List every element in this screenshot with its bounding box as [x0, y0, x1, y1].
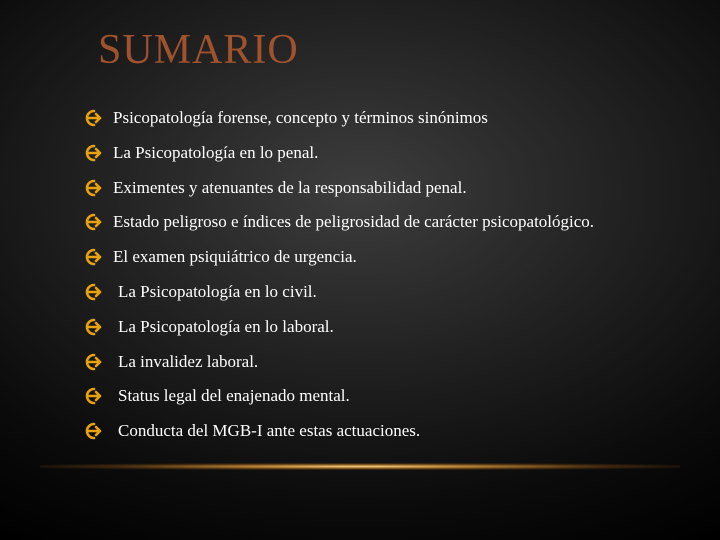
list-item-label: Estado peligroso e índices de peligrosidad de carácter psicopatológico.: [113, 212, 595, 232]
list-item: [84, 384, 350, 408]
list-item-label: El examen psiquiátrico de urgencia.: [113, 247, 357, 267]
list-item: [84, 245, 357, 269]
circled-arrow-right-icon: [84, 247, 104, 267]
list-item-label: La invalidez laboral.: [118, 351, 259, 371]
circled-arrow-right-icon: [84, 143, 104, 163]
circled-arrow-right-icon: [84, 317, 104, 337]
glow-divider: [40, 463, 680, 470]
list-item-label: Status legal del enajenado mental.: [118, 386, 350, 406]
circled-arrow-right-icon: [84, 178, 104, 198]
list-item: [84, 210, 594, 234]
list-item-label: Psicopatología forense, concepto y términos sinónimos: [113, 108, 488, 127]
list-item-label: Conducta del MGB-I ante estas actuaciones.: [118, 421, 421, 441]
circled-arrow-right-icon: [84, 212, 104, 232]
circled-arrow-right-icon: [84, 386, 104, 406]
circled-arrow-right-icon: [84, 352, 104, 372]
circled-arrow-right-icon: [84, 108, 104, 128]
list-item: [84, 176, 467, 200]
list-item-label: La Psicopatología en lo laboral.: [118, 316, 334, 336]
list-item: [84, 350, 258, 374]
circled-arrow-right-icon: [84, 421, 104, 441]
list-item: [84, 141, 318, 165]
list-item: [84, 106, 488, 130]
slide-title: SUMARIO: [98, 27, 299, 73]
list-item-label: La Psicopatología en lo penal.: [113, 142, 319, 162]
list-item: [84, 315, 334, 339]
list-item-label: Eximentes y atenuantes de la responsabilidad penal.: [113, 177, 467, 197]
circled-arrow-right-icon: [84, 282, 104, 302]
list-item: [84, 419, 420, 443]
list-item-label: La Psicopatología en lo civil.: [118, 282, 317, 301]
list-item: [84, 280, 317, 304]
